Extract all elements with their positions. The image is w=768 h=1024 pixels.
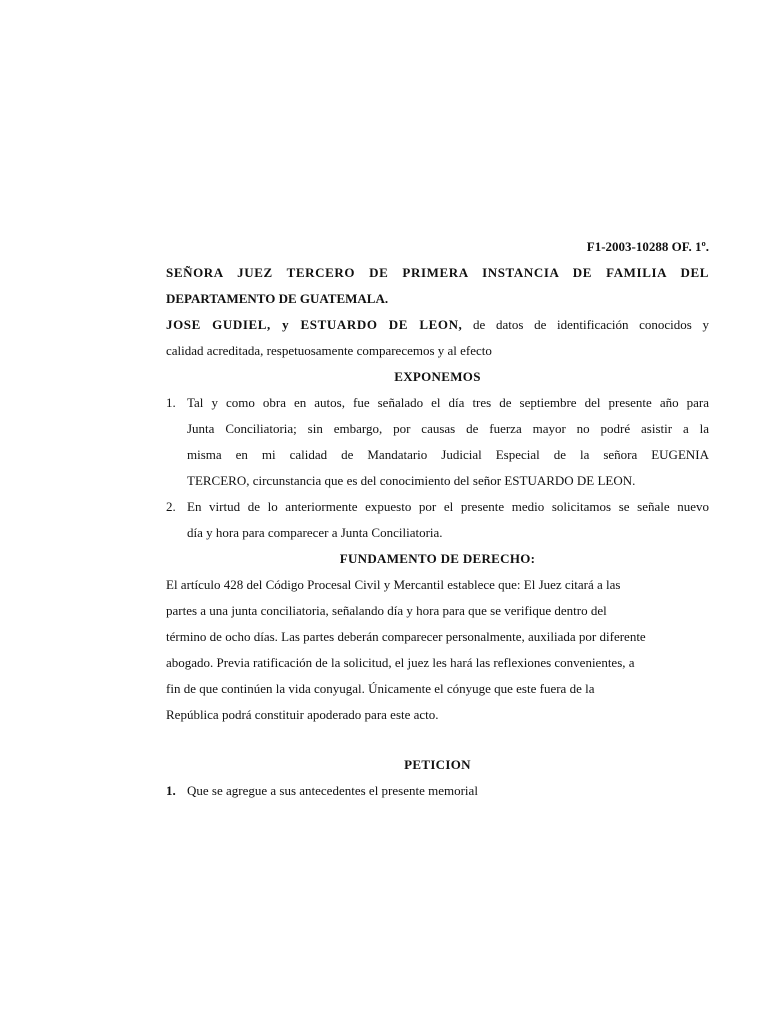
fundamento-heading: FUNDAMENTO DE DERECHO: — [339, 551, 536, 566]
fundamento-line: abogado. Previa ratificación de la solicitud, el juez les hará las reflexiones convenientes, a — [166, 655, 635, 670]
fundamento-line: República podrá constituir apoderado para este acto. — [166, 707, 439, 722]
list-item-number: 1. — [166, 783, 176, 798]
addressee-line-1: SEÑORA JUEZ TERCERO DE PRIMERA INSTANCIA DE FAMILIA DEL — [166, 265, 709, 280]
parties-names: JOSE GUDIEL, y ESTUARDO DE LEON, — [166, 317, 463, 332]
section-spacer — [166, 728, 709, 752]
fundamento-line: fin de que continúen la vida conyugal. Únicamente el cónyuge que este fuera de la — [166, 681, 595, 696]
list-item — [166, 390, 709, 494]
list-item-body — [187, 778, 709, 804]
list-item-line: En virtud de lo anteriormente expuesto por el presente medio solicitamos se señale nuevo — [187, 499, 709, 514]
list-item-line: TERCERO, circunstancia que es del conocimiento del señor ESTUARDO DE LEON. — [187, 473, 636, 488]
fundamento-line: término de ocho días. Las partes deberán comparecer personalmente, auxiliada por diferente — [166, 629, 646, 644]
list-item-line: día y hora para comparecer a Junta Conciliatoria. — [187, 525, 443, 540]
list-item-body — [187, 494, 709, 546]
parties-line-2: calidad acreditada, respetuosamente comparecemos y al efecto — [166, 343, 492, 358]
case-reference: F1-2003-10288 OF. 1º. — [586, 239, 709, 254]
list-item-line: Tal y como obra en autos, fue señalado el día tres de septiembre del presente año para — [187, 395, 709, 410]
fundamento-line: partes a una junta conciliatoria, señalando día y hora para que se verifique dentro del — [166, 603, 607, 618]
parties-line-1 — [166, 312, 709, 338]
parties-description: de datos de identificación conocidos y — [462, 317, 709, 332]
list-item-line: Que se agregue a sus antecedentes el presente memorial — [187, 783, 478, 798]
peticion-heading: PETICION — [404, 757, 471, 772]
list-item-number: 1. — [166, 395, 176, 410]
document-page — [166, 234, 709, 804]
fundamento-line: El artículo 428 del Código Procesal Civil y Mercantil establece que: El Juez citará a las — [166, 577, 621, 592]
list-item — [166, 494, 709, 546]
addressee-line-2: DEPARTAMENTO DE GUATEMALA. — [166, 291, 389, 306]
list-item-line: misma en mi calidad de Mandatario Judicial Especial de la señora EUGENIA — [187, 447, 709, 462]
list-item-body — [187, 390, 709, 494]
list-item-line: Junta Conciliatoria; sin embargo, por causas de fuerza mayor no podré asistir a la — [187, 421, 709, 436]
list-item-number: 2. — [166, 499, 176, 514]
list-item — [166, 778, 709, 804]
exponemos-heading: EXPONEMOS — [394, 369, 481, 384]
